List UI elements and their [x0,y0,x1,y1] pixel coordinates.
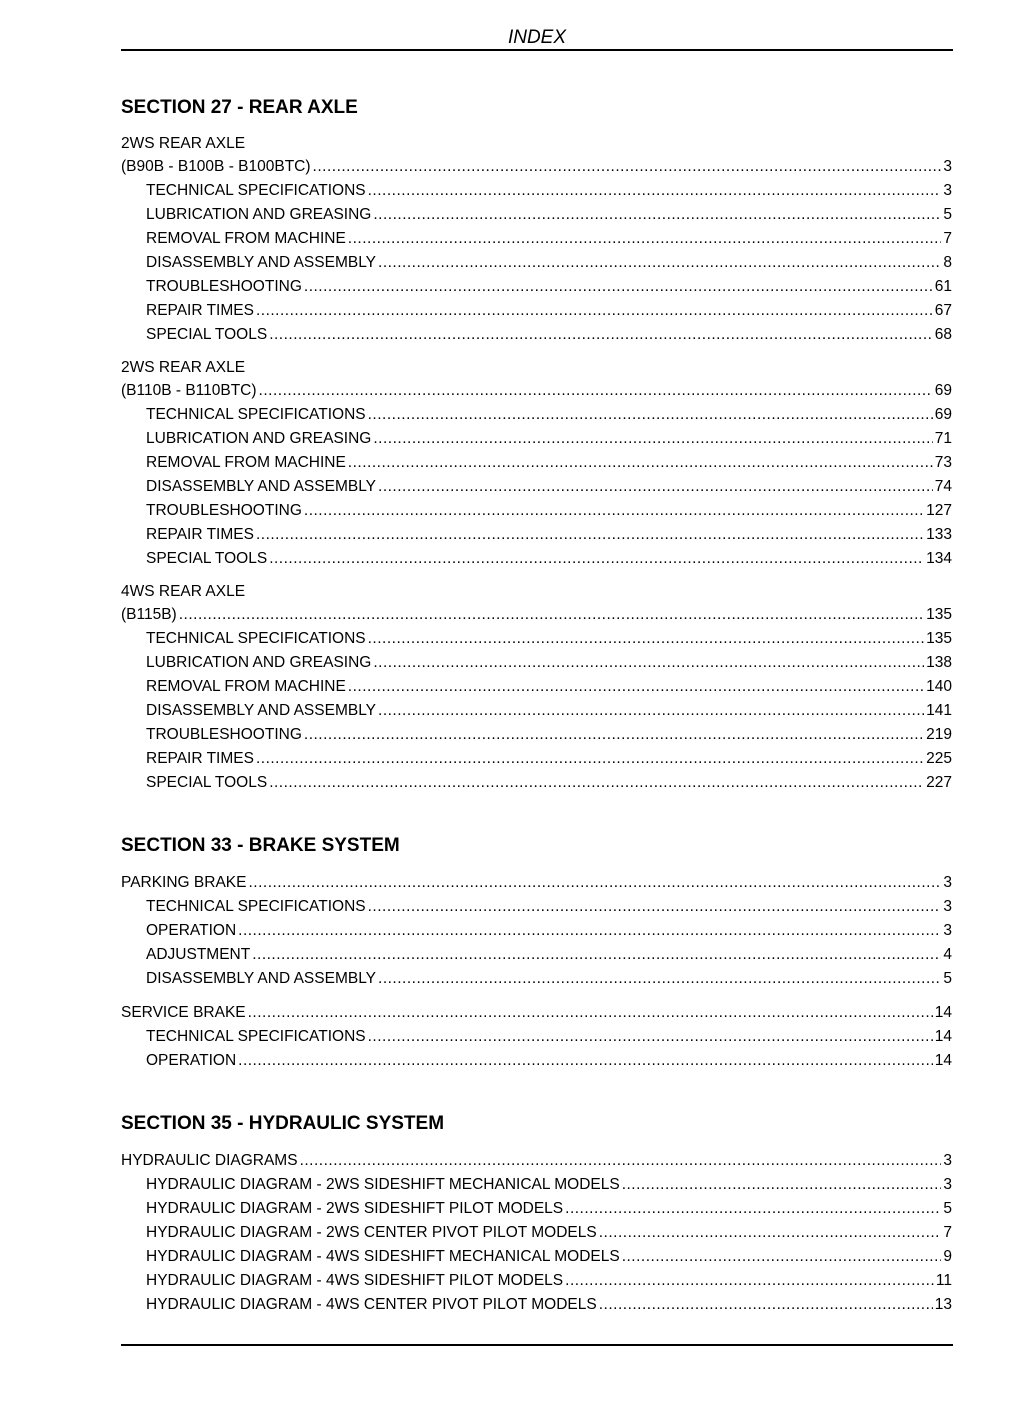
entry-page-number: 61 [934,278,952,295]
entry-page-number: 13 [934,1296,952,1313]
toc-subentry[interactable] [121,771,952,795]
toc-group [121,1001,952,1073]
entry-page-number: 3 [943,1176,952,1193]
entry-title: ADJUSTMENT [146,946,251,963]
dot-leader [304,723,924,747]
entry-title: TROUBLESHOOTING [146,726,302,743]
dot-leader [378,967,941,991]
entry-title: HYDRAULIC DIAGRAM - 2WS SIDESHIFT MECHANICAL MODELS [146,1176,620,1193]
entry-title: OPERATION [146,922,237,939]
toc-subentry[interactable] [121,475,952,499]
entry-page-number: 133 [926,526,952,543]
entry-title: SPECIAL TOOLS [146,326,268,343]
entry-page-number: 5 [943,1200,952,1217]
entry-page-number: 14 [934,1004,952,1021]
dot-leader [599,1293,933,1317]
entry-title: REMOVAL FROM MACHINE [146,454,346,471]
dot-leader [378,699,924,723]
toc-subentry[interactable] [121,747,952,771]
dot-leader [248,1001,933,1025]
entry-title: REMOVAL FROM MACHINE [146,678,346,695]
entry-page-number: 11 [935,1272,952,1289]
dot-leader [373,203,941,227]
toc-group [121,133,952,347]
entry-title: TECHNICAL SPECIFICATIONS [146,182,366,199]
entry-title: (B115B) [121,606,177,623]
toc-subentry[interactable] [121,651,952,675]
entry-title: REPAIR TIMES [146,526,254,543]
entry-title: TROUBLESHOOTING [146,502,302,519]
dot-leader [179,603,924,627]
toc-subentry[interactable] [121,1025,952,1049]
toc-entry[interactable] [121,1149,952,1173]
dot-leader [368,179,942,203]
toc-subentry[interactable] [121,427,952,451]
toc-subentry[interactable] [121,1245,952,1269]
entry-page-number: 68 [934,326,952,343]
entry-page-number: 141 [926,702,952,719]
dot-leader [269,547,924,571]
toc-subentry[interactable] [121,547,952,571]
entry-title: SPECIAL TOOLS [146,774,268,791]
toc-entry[interactable] [121,871,952,895]
dot-leader [622,1173,942,1197]
entry-page-number: 3 [943,874,952,891]
toc-subentry[interactable] [121,1173,952,1197]
entry-title: HYDRAULIC DIAGRAM - 2WS SIDESHIFT PILOT MODELS [146,1200,564,1217]
entry-page-number: 9 [943,1248,952,1265]
entry-title: LUBRICATION AND GREASING [146,430,372,447]
entry-title: TECHNICAL SPECIFICATIONS [146,630,366,647]
entry-title: HYDRAULIC DIAGRAM - 2WS CENTER PIVOT PILOT MODELS [146,1224,597,1241]
entry-page-number: 73 [934,454,952,471]
toc-subentry[interactable] [121,1049,952,1073]
dot-leader [248,871,941,895]
entry-title: REPAIR TIMES [146,750,254,767]
toc-subentry[interactable] [121,1293,952,1317]
entry-title: (B110B - B110BTC) [121,382,257,399]
group-heading: 2WS REAR AXLE [121,135,246,152]
index-section [121,1111,952,1317]
entry-page-number: 225 [926,750,952,767]
toc-subentry[interactable] [121,523,952,547]
toc-subentry[interactable] [121,627,952,651]
dot-leader [256,747,924,771]
entry-title: HYDRAULIC DIAGRAMS [121,1152,298,1169]
page-title: INDEX [507,27,567,48]
entry-page-number: 227 [926,774,952,791]
toc-subentry[interactable] [121,451,952,475]
toc-subentry[interactable] [121,179,952,203]
dot-leader [238,919,941,943]
toc-subentry[interactable] [121,203,952,227]
entry-title: (B90B - B100B - B100BTC) [121,158,311,175]
entry-page-number: 69 [934,382,952,399]
toc-subentry[interactable] [121,323,952,347]
entry-page-number: 3 [943,158,952,175]
toc-group [121,357,952,571]
toc-subentry[interactable] [121,403,952,427]
entry-page-number: 7 [943,230,952,247]
dot-leader [348,675,924,699]
toc-subentry[interactable] [121,1197,952,1221]
entry-title: SPECIAL TOOLS [146,550,268,567]
index-section [121,95,952,795]
section-heading: SECTION 35 - HYDRAULIC SYSTEM [121,1113,445,1134]
group-heading: 4WS REAR AXLE [121,583,246,600]
entry-title: HYDRAULIC DIAGRAM - 4WS CENTER PIVOT PILOT MODELS [146,1296,597,1313]
entry-page-number: 219 [926,726,952,743]
dot-leader [269,771,924,795]
entry-page-number: 127 [926,502,952,519]
entry-title: REPAIR TIMES [146,302,254,319]
entry-title: PARKING BRAKE [121,874,247,891]
entry-title: DISASSEMBLY AND ASSEMBLY [146,254,377,271]
toc-subentry[interactable] [121,967,952,991]
entry-title: TECHNICAL SPECIFICATIONS [146,1028,366,1045]
entry-title: LUBRICATION AND GREASING [146,654,372,671]
dot-leader [269,323,933,347]
dot-leader [238,1049,933,1073]
group-heading: 2WS REAR AXLE [121,359,246,376]
dot-leader [256,299,933,323]
toc-subentry[interactable] [121,895,952,919]
entry-page-number: 135 [926,630,952,647]
toc-subentry[interactable] [121,499,952,523]
entry-page-number: 14 [934,1052,952,1069]
dot-leader [368,627,925,651]
toc-entry[interactable] [121,603,952,627]
toc-entry[interactable] [121,379,952,403]
page-header [121,27,953,51]
entry-title: HYDRAULIC DIAGRAM - 4WS SIDESHIFT PILOT MODELS [146,1272,564,1289]
entry-page-number: 71 [934,430,952,447]
entry-page-number: 7 [943,1224,952,1241]
toc-subentry[interactable] [121,943,952,967]
entry-page-number: 74 [934,478,952,495]
entry-page-number: 8 [943,254,952,271]
toc-group [121,581,952,795]
entry-title: TECHNICAL SPECIFICATIONS [146,406,366,423]
dot-leader [368,895,942,919]
footer-rule [121,1344,953,1346]
dot-leader [313,155,942,179]
dot-leader [259,379,933,403]
entry-page-number: 67 [934,302,952,319]
entry-title: DISASSEMBLY AND ASSEMBLY [146,702,377,719]
section-heading: SECTION 33 - BRAKE SYSTEM [121,835,400,856]
entry-page-number: 3 [943,1152,952,1169]
entry-page-number: 14 [934,1028,952,1045]
toc-subentry[interactable] [121,723,952,747]
dot-leader [565,1197,941,1221]
toc-subentry[interactable] [121,275,952,299]
section-heading: SECTION 27 - REAR AXLE [121,97,358,118]
toc-subentry[interactable] [121,299,952,323]
toc-subentry[interactable] [121,1269,952,1293]
entry-page-number: 3 [943,922,952,939]
dot-leader [378,475,933,499]
entry-page-number: 138 [926,654,952,671]
dot-leader [373,427,932,451]
toc-subentry[interactable] [121,227,952,251]
entry-title: REMOVAL FROM MACHINE [146,230,346,247]
dot-leader [599,1221,942,1245]
dot-leader [348,227,942,251]
entry-title: TECHNICAL SPECIFICATIONS [146,898,366,915]
dot-leader [378,251,941,275]
entry-page-number: 3 [943,182,952,199]
index-section [121,833,952,1073]
entry-page-number: 135 [926,606,952,623]
entry-page-number: 3 [943,898,952,915]
dot-leader [304,275,933,299]
entry-page-number: 4 [943,946,952,963]
dot-leader [252,943,941,967]
dot-leader [304,499,924,523]
entry-page-number: 5 [943,206,952,223]
entry-title: LUBRICATION AND GREASING [146,206,372,223]
dot-leader [256,523,924,547]
dot-leader [565,1269,934,1293]
entry-title: HYDRAULIC DIAGRAM - 4WS SIDESHIFT MECHANICAL MODELS [146,1248,620,1265]
entry-page-number: 5 [943,970,952,987]
toc-entry[interactable] [121,1001,952,1025]
entry-page-number: 140 [926,678,952,695]
toc-entry[interactable] [121,155,952,179]
dot-leader [368,403,933,427]
dot-leader [622,1245,942,1269]
toc-subentry[interactable] [121,919,952,943]
entry-page-number: 69 [934,406,952,423]
entry-title: TROUBLESHOOTING [146,278,302,295]
toc-group [121,1149,952,1317]
toc-subentry[interactable] [121,699,952,723]
entry-title: OPERATION [146,1052,237,1069]
index-content [121,95,952,1355]
entry-title: DISASSEMBLY AND ASSEMBLY [146,478,377,495]
entry-title: DISASSEMBLY AND ASSEMBLY [146,970,377,987]
toc-subentry[interactable] [121,1221,952,1245]
toc-subentry[interactable] [121,675,952,699]
toc-group [121,871,952,991]
toc-subentry[interactable] [121,251,952,275]
dot-leader [373,651,924,675]
dot-leader [348,451,933,475]
entry-page-number: 134 [926,550,952,567]
entry-title: SERVICE BRAKE [121,1004,246,1021]
dot-leader [368,1025,933,1049]
dot-leader [300,1149,942,1173]
